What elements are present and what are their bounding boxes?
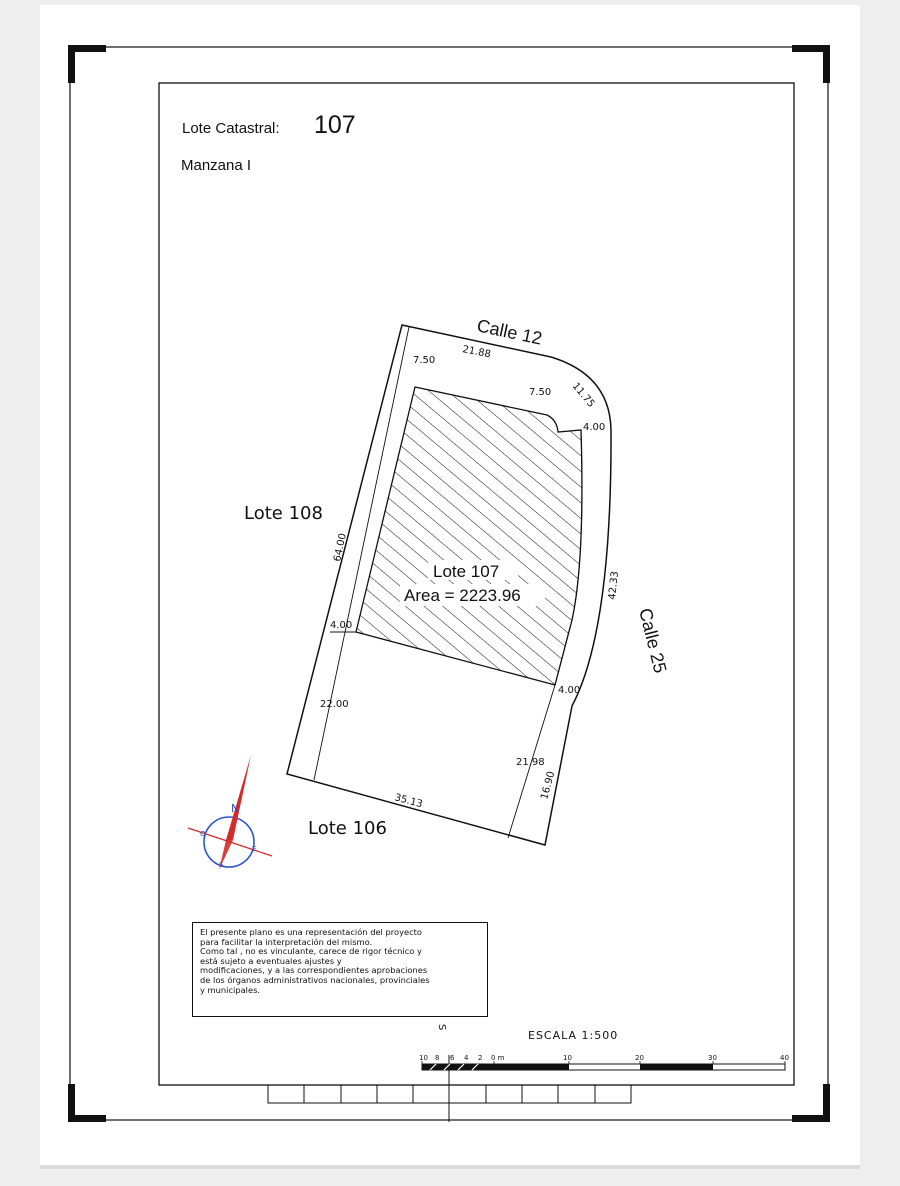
disclaimer-line: de los órganos administrativos nacionales, provinciales [200, 974, 430, 985]
neighbor-lote-108: Lote 108 [244, 503, 323, 524]
compass-east-label: E [252, 845, 257, 853]
disclaimer-line: para facilitar la interpretación del mismo. [200, 936, 373, 947]
scale-tick-8: 8 [435, 1054, 440, 1062]
compass-west-label: O [200, 830, 206, 838]
disclaimer-line: y municipales. [200, 984, 261, 995]
disclaimer-box [192, 922, 488, 1017]
scale-bar [419, 1054, 789, 1070]
scale-tick-10-left: 10 [419, 1054, 428, 1062]
dim-42-33: 42.33 [607, 570, 621, 601]
dim-7-50-right: 7.50 [529, 387, 552, 398]
disclaimer-line: El presente plano es una representación del proyecto [200, 927, 422, 937]
dim-64-00: 64.00 [332, 532, 349, 563]
disclaimer-line: está sujeto a eventuales ajustes y [200, 955, 342, 966]
compass-north-label: N [231, 802, 240, 815]
lot-area: Area = 2223.96 [404, 586, 521, 605]
dim-7-50-left: 7.50 [413, 355, 436, 366]
dim-11-75: 11.75 [569, 380, 597, 410]
dim-21-98: 21.98 [516, 757, 545, 768]
dim-22-00: 22.00 [320, 699, 349, 710]
dim-35-13: 35.13 [393, 792, 424, 811]
neighbor-lote-106: Lote 106 [308, 818, 387, 839]
scale-tick-2: 2 [478, 1054, 483, 1062]
stray-mark-3: S [436, 1024, 447, 1031]
scale-label: ESCALA 1:500 [528, 1029, 619, 1042]
scale-tick-20: 20 [635, 1054, 644, 1062]
dim-4-00-bottom-right: 4.00 [558, 685, 581, 696]
lot-name: Lote 107 [433, 562, 500, 581]
street-calle-25: Calle 25 [635, 606, 671, 676]
scale-tick-40: 40 [780, 1054, 789, 1062]
scale-tick-0: 0 m [491, 1054, 505, 1062]
lote-catastral-label: Lote Catastral: [182, 120, 280, 137]
scale-tick-30: 30 [708, 1054, 717, 1062]
disclaimer-line: modificaciones, y a las correspondientes aprobaciones [200, 965, 428, 976]
compass-rose [188, 755, 272, 870]
compass-south-label: S [219, 861, 224, 869]
scale-tick-10: 10 [563, 1054, 572, 1062]
scale-tick-4: 4 [464, 1054, 469, 1062]
street-calle-12: Calle 12 [475, 315, 544, 349]
scale-tick-6: 6 [450, 1054, 455, 1062]
manzana-label: Manzana I [181, 157, 252, 174]
dim-4-00-top-right: 4.00 [583, 422, 606, 433]
disclaimer-line: Como tal , no es vinculante, carece de rigor técnico y [200, 946, 422, 957]
dim-16-90: 16.90 [539, 770, 558, 801]
lot-107-area [356, 387, 582, 685]
dim-21-88: 21.88 [461, 344, 492, 361]
lote-catastral-number: 107 [314, 111, 356, 139]
compass-north-needle [226, 755, 251, 840]
dim-4-00-left: 4.00 [330, 620, 353, 631]
